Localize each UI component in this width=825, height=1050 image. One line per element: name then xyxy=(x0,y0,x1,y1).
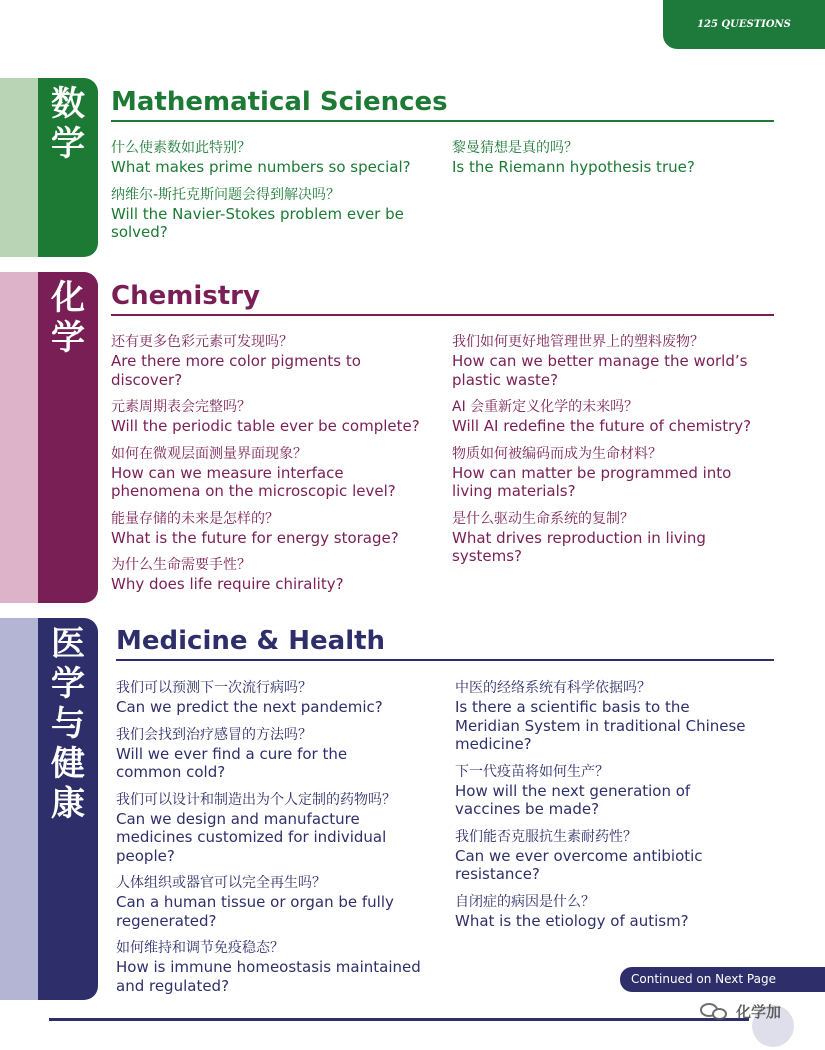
section-divider xyxy=(111,120,774,122)
section-divider xyxy=(111,314,774,316)
question-zh: 人体组织或器官可以完全再生吗？ xyxy=(116,875,326,891)
question-en: Will the Navier-Stokes problem ever be solved? xyxy=(111,204,404,241)
question-zh: 能量存储的未来是怎样的？ xyxy=(111,510,279,527)
section-accent-strip xyxy=(0,272,38,603)
question-zh: 我们能否克服抗生素耐药性？ xyxy=(455,828,637,845)
question-en: Will the periodic table ever be complete? xyxy=(111,417,420,435)
section-chinese-char: 化 xyxy=(51,278,85,318)
question-zh: AI 会重新定义化学的未来吗？ xyxy=(452,399,639,415)
question-zh: 元素周期表会完整吗？ xyxy=(111,399,251,415)
section-title: Medicine & Health xyxy=(116,626,386,656)
question-item xyxy=(455,828,775,884)
question-zh: 如何在微观层面测量界面现象？ xyxy=(111,445,307,462)
section-chinese-char: 健 xyxy=(51,744,85,784)
question-item xyxy=(111,510,431,548)
question-item xyxy=(111,445,431,501)
question-zh: 物质如何被编码而成为生命材料？ xyxy=(452,445,662,462)
question-en: How can we better manage the world’s plastic waste? xyxy=(452,352,748,389)
section-chinese-tab xyxy=(38,618,98,1000)
question-en: What makes prime numbers so special? xyxy=(111,158,411,176)
section-chinese-char: 学 xyxy=(51,124,85,164)
question-item xyxy=(111,556,431,594)
question-item xyxy=(116,874,396,930)
question-column-left xyxy=(116,679,436,1004)
question-item xyxy=(111,186,411,242)
section-chemistry xyxy=(0,272,825,603)
question-zh: 下一代疫苗将如何生产？ xyxy=(455,763,609,780)
question-en: How can matter be programmed into living materials? xyxy=(452,463,732,500)
question-item xyxy=(452,510,772,566)
question-column-right xyxy=(455,679,775,939)
question-en: How can we measure interface phenomena on the microscopic level? xyxy=(111,463,396,500)
question-zh: 自闭症的病因是什么？ xyxy=(455,893,595,910)
section-accent-strip xyxy=(0,78,38,257)
question-item xyxy=(452,398,772,436)
question-column-left xyxy=(111,333,431,603)
question-en: How will the next generation of vaccines be made? xyxy=(455,781,691,818)
question-zh: 还有更多色彩元素可发现吗？ xyxy=(111,334,293,350)
question-item xyxy=(116,939,441,995)
question-item xyxy=(116,726,416,782)
section-chinese-char: 学 xyxy=(51,318,85,358)
question-en: What is the etiology of autism? xyxy=(455,911,689,930)
question-en: Will AI redefine the future of chemistry? xyxy=(452,417,752,435)
question-en: What is the future for energy storage? xyxy=(111,528,399,547)
question-en: Can we predict the next pandemic? xyxy=(116,698,383,716)
question-en: Will we ever find a cure for the common cold? xyxy=(116,744,348,781)
question-column-right xyxy=(452,333,772,575)
section-divider xyxy=(116,659,774,661)
section-accent-strip xyxy=(0,618,38,1000)
question-zh: 我们如何更好地管理世界上的塑料废物？ xyxy=(452,334,704,350)
question-zh: 我们可以预测下一次流行病吗？ xyxy=(116,680,312,696)
section-chinese-char: 医 xyxy=(51,624,85,664)
section-chinese-tab xyxy=(38,272,98,603)
section-title: Mathematical Sciences xyxy=(111,87,448,117)
question-item xyxy=(111,333,431,389)
section-chinese-tab xyxy=(38,78,98,257)
question-en: Why does life require chirality? xyxy=(111,575,344,593)
continued-next-page-label[interactable]: Continued on Next Page xyxy=(620,967,825,992)
header-tag: 125 QUESTIONS xyxy=(663,0,825,49)
question-zh: 我们会找到治疗感冒的方法吗？ xyxy=(116,726,312,743)
question-zh: 我们可以设计和制造出为个人定制的药物吗？ xyxy=(116,791,396,808)
question-en: Is the Riemann hypothesis true? xyxy=(452,158,695,176)
question-item xyxy=(111,398,431,436)
wechat-icon xyxy=(700,1000,730,1022)
section-mathematical-sciences xyxy=(0,78,825,257)
question-column-right xyxy=(452,139,772,186)
question-item xyxy=(455,893,775,931)
watermark xyxy=(700,1000,781,1022)
question-item xyxy=(116,791,434,866)
question-item xyxy=(452,139,772,177)
question-item xyxy=(455,679,755,754)
question-zh: 纳维尔-斯托克斯问题会得到解决吗？ xyxy=(111,186,341,203)
section-medicine-health xyxy=(0,618,825,1000)
question-column-left xyxy=(111,139,431,251)
question-item xyxy=(455,763,750,819)
question-zh: 黎曼猜想是真的吗？ xyxy=(452,140,578,156)
question-item xyxy=(452,445,772,501)
question-zh: 什么使素数如此特别？ xyxy=(111,140,251,156)
question-zh: 如何维持和调节免疫稳态？ xyxy=(116,940,284,956)
section-chinese-char: 数 xyxy=(51,84,85,124)
question-en: Is there a scientific basis to the Meridian System in traditional Chinese medicine? xyxy=(455,698,746,753)
question-en: How is immune homeostasis maintained and regulated? xyxy=(116,958,421,995)
question-zh: 为什么生命需要手性？ xyxy=(111,557,251,573)
section-chinese-char: 与 xyxy=(51,704,85,744)
question-item xyxy=(452,333,752,389)
section-chinese-char: 学 xyxy=(51,664,85,704)
question-zh: 是什么驱动生命系统的复制？ xyxy=(452,510,634,527)
question-en: Can we design and manufacture medicines customized for individual people? xyxy=(116,809,387,865)
question-en: Can a human tissue or organ be fully regenerated? xyxy=(116,893,394,930)
question-en: Can we ever overcome antibiotic resistance? xyxy=(455,846,703,883)
watermark-text: 化学加 xyxy=(736,1002,782,1021)
question-zh: 中医的经络系统有科学依据吗？ xyxy=(455,680,651,696)
footer-divider xyxy=(49,1018,749,1021)
section-chinese-char: 康 xyxy=(51,784,85,824)
question-item xyxy=(116,679,436,717)
section-title: Chemistry xyxy=(111,281,260,311)
question-en: Are there more color pigments to discover? xyxy=(111,352,361,389)
question-item xyxy=(111,139,431,177)
question-en: What drives reproduction in living systems? xyxy=(452,528,706,565)
